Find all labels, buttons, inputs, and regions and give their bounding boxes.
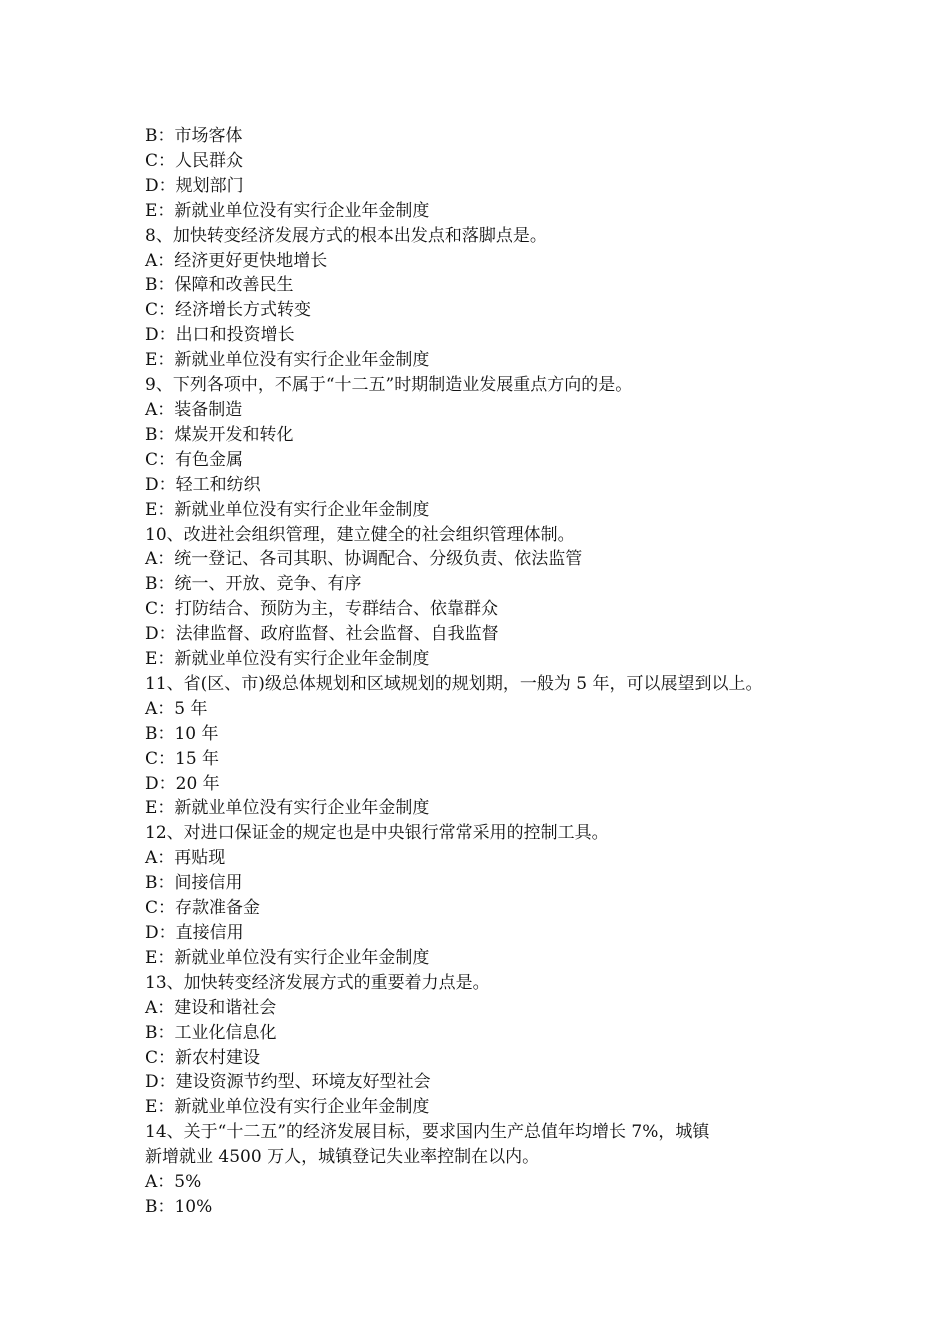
- option-line: E：新就业单位没有实行企业年金制度: [145, 350, 430, 371]
- question-line: 12、对进口保证金的规定也是中央银行常常采用的控制工具。: [145, 823, 609, 844]
- question-line: 14、关于“十二五”的经济发展目标，要求国内生产总值年均增长 7%，城镇: [145, 1122, 710, 1143]
- option-line: B：工业化信息化: [145, 1022, 277, 1043]
- question-line: 9、下列各项中，不属于“十二五”时期制造业发展重点方向的是。: [145, 375, 633, 396]
- option-line: A：5 年: [145, 698, 208, 719]
- option-line: A：统一登记、各司其职、协调配合、分级负责、依法监管: [145, 549, 583, 570]
- question-line-continued: 新增就业 4500 万人，城镇登记失业率控制在以内。: [145, 1147, 540, 1168]
- option-line: A：再贴现: [145, 848, 226, 869]
- question-line: 11、省(区、市)级总体规划和区域规划的规划期，一般为 5 年，可以展望到以上。: [145, 673, 763, 694]
- option-line: D：20 年: [145, 773, 220, 794]
- option-line: C：经济增长方式转变: [145, 300, 312, 321]
- option-line: E：新就业单位没有实行企业年金制度: [145, 947, 430, 968]
- question-line: 10、改进社会组织管理，建立健全的社会组织管理体制。: [145, 524, 575, 545]
- option-line: A：经济更好更快地增长: [145, 250, 328, 271]
- option-line: C：打防结合、预防为主，专群结合、依靠群众: [145, 599, 499, 620]
- option-line: D：出口和投资增长: [145, 325, 295, 346]
- option-line: D：轻工和纺织: [145, 474, 261, 495]
- option-line: B：市场客体: [145, 126, 243, 146]
- option-line: C：有色金属: [145, 449, 244, 470]
- option-line: D：规划部门: [145, 175, 244, 196]
- option-line: D：法律监督、政府监督、社会监督、自我监督: [145, 624, 499, 645]
- option-line: D：建设资源节约型、环境友好型社会: [145, 1072, 431, 1093]
- option-line: E：新就业单位没有实行企业年金制度: [145, 649, 430, 670]
- option-line: E：新就业单位没有实行企业年金制度: [145, 1097, 430, 1118]
- option-line: B：保障和改善民生: [145, 275, 294, 296]
- question-line: 13、加快转变经济发展方式的重要着力点是。: [145, 972, 490, 993]
- option-line: E：新就业单位没有实行企业年金制度: [145, 200, 430, 221]
- option-line: A：5%: [145, 1172, 202, 1193]
- option-line: B：统一、开放、竞争、有序: [145, 574, 362, 595]
- option-line: E：新就业单位没有实行企业年金制度: [145, 499, 430, 520]
- option-line: D：直接信用: [145, 923, 244, 943]
- option-line: A：装备制造: [145, 399, 243, 420]
- option-line: E：新就业单位没有实行企业年金制度: [145, 798, 430, 819]
- question-line: 8、加快转变经济发展方式的根本出发点和落脚点是。: [145, 225, 547, 246]
- option-line: B：10%: [145, 1196, 213, 1217]
- option-line: B：煤炭开发和转化: [145, 424, 294, 445]
- option-line: C：存款准备金: [145, 898, 261, 919]
- option-line: C：新农村建设: [145, 1047, 261, 1068]
- option-line: B：10 年: [145, 723, 219, 744]
- option-line: B：间接信用: [145, 873, 243, 894]
- option-line: C：15 年: [145, 748, 220, 769]
- option-line: C：人民群众: [145, 150, 244, 171]
- document-body: [145, 124, 825, 1220]
- option-line: A：建设和谐社会: [145, 997, 277, 1018]
